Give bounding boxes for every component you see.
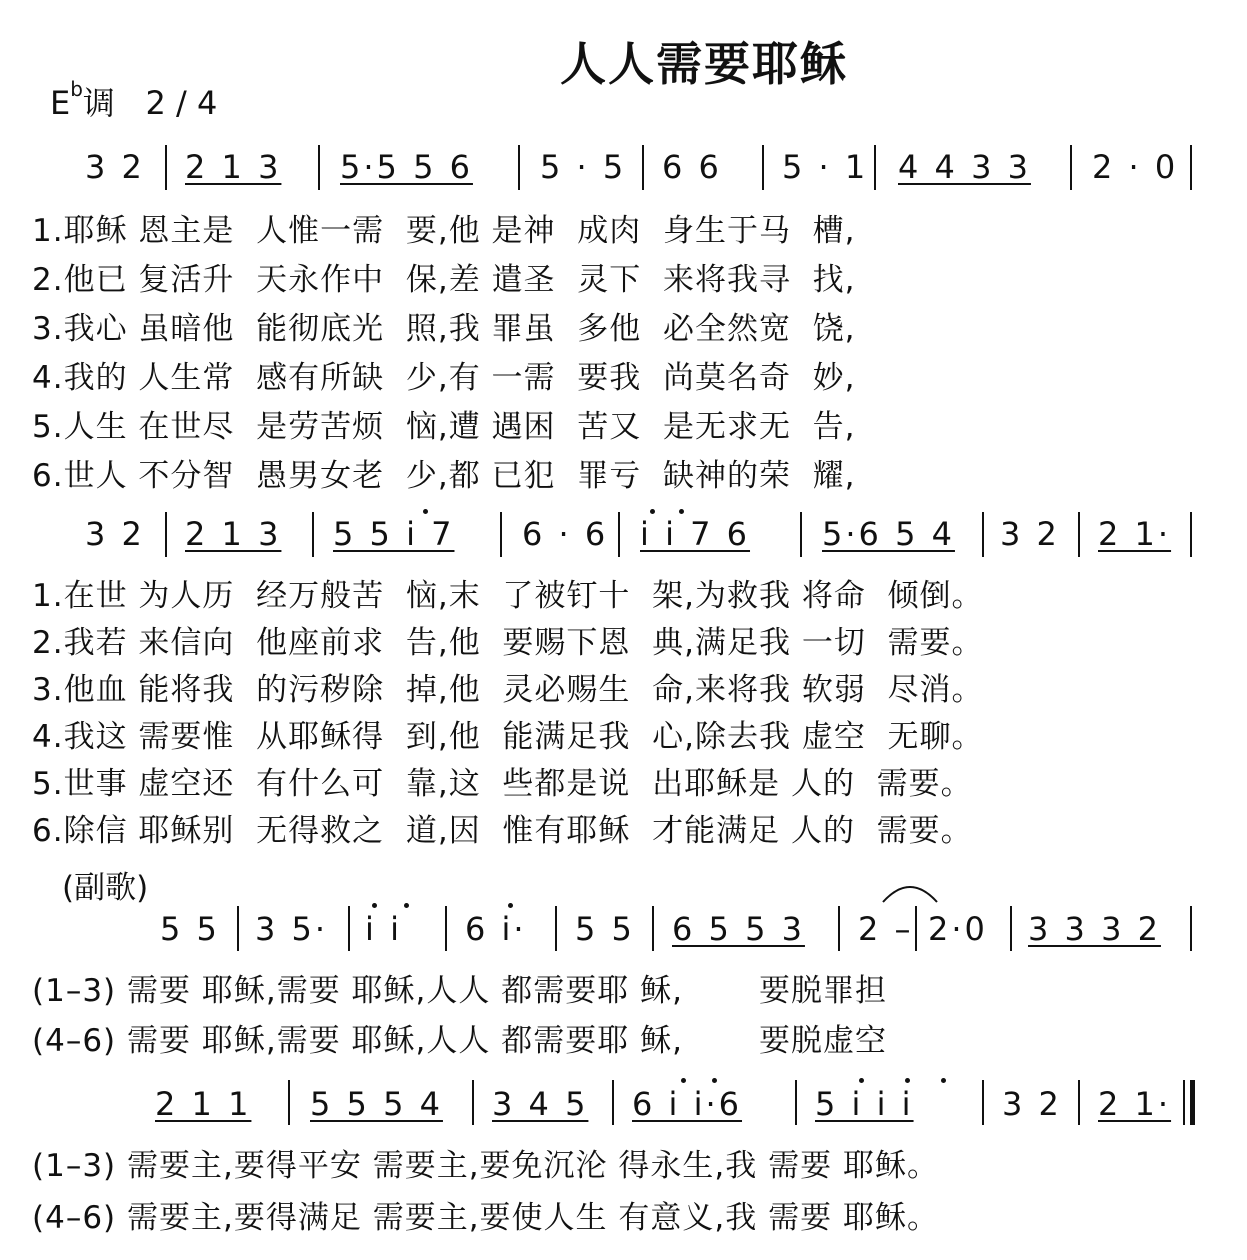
high-octave-dot (679, 509, 684, 514)
key-mode: 调 (82, 84, 115, 122)
tie-arc (880, 878, 940, 904)
lyric-line: (4–6) 需要 耶稣,需要 耶稣,人人 都需要耶 稣, 要脱虚空 (32, 1023, 887, 1059)
measure: 5 5 (160, 910, 220, 948)
lyric-line: (1–3) 需要主,要得平安 需要主,要免沉沦 得永生,我 需要 耶稣。 (32, 1148, 939, 1184)
high-octave-dot (681, 1078, 686, 1083)
measure: 2 1· (1098, 515, 1172, 553)
lyric-line: (1–3) 需要 耶稣,需要 耶稣,人人 都需要耶 稣, 要脱罪担 (32, 973, 887, 1009)
bar-line (1190, 512, 1192, 557)
bar-line (555, 906, 557, 951)
bar-line (288, 1080, 290, 1125)
high-octave-dot (508, 903, 513, 908)
measure: 2 · 0 (1092, 148, 1179, 186)
bar-line (915, 906, 917, 951)
bar-line (312, 512, 314, 557)
bar-line (237, 906, 239, 951)
lyric-line: 1.耶稣 恩主是 人惟一需 要,他 是神 成肉 身生于马 槽, (32, 213, 856, 249)
measure: i i 7 6 (640, 515, 751, 553)
bar-line (1190, 145, 1192, 190)
bar-line (518, 145, 520, 190)
measure: 2 1 3 (185, 148, 282, 186)
bar-line (445, 906, 447, 951)
measure: 3 5· (255, 910, 329, 948)
lyric-line: 4.我的 人生常 感有所缺 少,有 一需 要我 尚莫名奇 妙, (32, 360, 856, 396)
measure: 5 5 (575, 910, 635, 948)
bar-line (762, 145, 764, 190)
measure: 5 · 5 (540, 148, 627, 186)
lyric-line: 2.他已 复活升 天永作中 保,差 遣圣 灵下 来将我寻 找, (32, 262, 856, 298)
song-title: 人人需要耶稣 (560, 37, 848, 91)
high-octave-dot (712, 1078, 717, 1083)
measure: 6 5 5 3 (672, 910, 805, 948)
lyric-line: 6.除信 耶稣别 无得救之 道,因 惟有耶稣 才能满足 人的 需要。 (32, 813, 973, 849)
measure: 4 4 3 3 (898, 148, 1031, 186)
high-octave-dot (372, 903, 377, 908)
bar-line (982, 512, 984, 557)
bar-line (165, 512, 167, 557)
measure: 6 6 (662, 148, 722, 186)
lyric-line: (4–6) 需要主,要得满足 需要主,要使人生 有意义,我 需要 耶稣。 (32, 1200, 939, 1236)
measure: 5·6 5 4 (822, 515, 955, 553)
high-octave-dot (404, 903, 409, 908)
high-octave-dot (423, 509, 428, 514)
lyric-line: 1.在世 为人历 经万般苦 恼,末 了被钉十 架,为救我 将命 倾倒。 (32, 578, 984, 614)
bar-line (318, 145, 320, 190)
measure: 3 2 (1000, 515, 1060, 553)
measure: 6 · 6 (522, 515, 609, 553)
bar-line (348, 906, 350, 951)
lyric-line: 2.我若 来信向 他座前求 告,他 要赐下恩 典,满足我 一切 需要。 (32, 625, 984, 661)
measure: 2 1 1 (155, 1085, 252, 1123)
key-signature (50, 78, 217, 124)
measure: 3 3 3 2 (1028, 910, 1161, 948)
measure: 5 5 5 4 (310, 1085, 443, 1123)
chorus-label: (副歌) (62, 870, 149, 906)
measure: 6 i· (465, 910, 527, 948)
lyric-line: 4.我这 需要惟 从耶稣得 到,他 能满足我 心,除去我 虚空 无聊。 (32, 719, 984, 755)
bar-line (618, 512, 620, 557)
measure: 3 2 (85, 148, 145, 186)
bar-line (874, 145, 876, 190)
lyric-line: 3.他血 能将我 的污秽除 掉,他 灵必赐生 命,来将我 软弱 尽消。 (32, 672, 984, 708)
bar-line (165, 145, 167, 190)
bar-line (1010, 906, 1012, 951)
bar-line (612, 1080, 614, 1125)
lyric-line: 3.我心 虽暗他 能彻底光 照,我 罪虽 多他 必全然宽 饶, (32, 311, 856, 347)
bar-line (800, 512, 802, 557)
key-letter: E (50, 84, 71, 122)
measure: 2 1· (1098, 1085, 1172, 1123)
measure: 3 2 (85, 515, 145, 553)
final-bar-thin (1183, 1080, 1185, 1125)
high-octave-dot (859, 1078, 864, 1083)
measure: 5 5 i 7 (333, 515, 455, 553)
bar-line (838, 906, 840, 951)
lyric-line: 6.世人 不分智 愚男女老 少,都 已犯 罪亏 缺神的荣 耀, (32, 458, 856, 494)
high-octave-dot (941, 1078, 946, 1083)
measure: 6 i i·6 (632, 1085, 743, 1123)
measure: 2 1 3 (185, 515, 282, 553)
measure: 5·5 5 6 (340, 148, 473, 186)
measure: i i (365, 910, 402, 948)
lyric-line: 5.人生 在世尽 是劳苦烦 恼,遭 遇困 苦又 是无求无 告, (32, 409, 856, 445)
bar-line (652, 906, 654, 951)
measure: 5 · 1 (782, 148, 869, 186)
bar-line (500, 512, 502, 557)
bar-line (982, 1080, 984, 1125)
bar-line (795, 1080, 797, 1125)
time-signature: 2 / 4 (145, 84, 218, 122)
lyric-line: 5.世事 虚空还 有什么可 靠,这 些都是说 出耶稣是 人的 需要。 (32, 766, 973, 802)
high-octave-dot (905, 1078, 910, 1083)
bar-line (1190, 906, 1192, 951)
bar-line (1078, 512, 1080, 557)
final-bar-thick (1190, 1080, 1195, 1125)
measure: 2 – (858, 910, 914, 948)
high-octave-dot (650, 509, 655, 514)
measure: 5 i i i (815, 1085, 914, 1123)
bar-line (472, 1080, 474, 1125)
measure: 3 4 5 (492, 1085, 589, 1123)
flat-sign: b (70, 77, 83, 102)
bar-line (1078, 1080, 1080, 1125)
measure: 3 2 (1002, 1085, 1062, 1123)
measure: 2·0 (928, 910, 988, 948)
bar-line (642, 145, 644, 190)
bar-line (1070, 145, 1072, 190)
